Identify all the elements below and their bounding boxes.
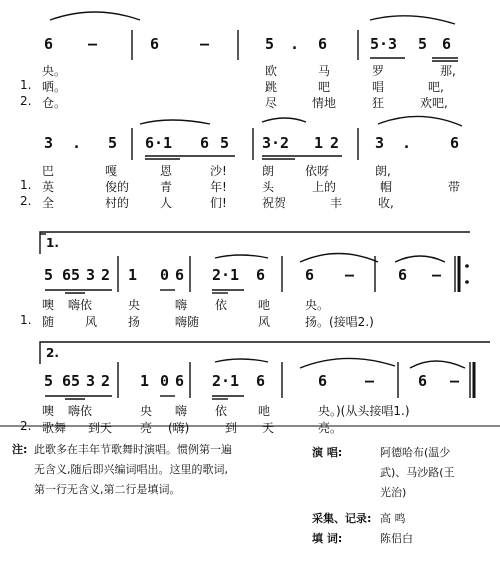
- note: 2·1: [212, 266, 240, 284]
- lyric: 嗨: [175, 298, 188, 312]
- lyric: 全: [42, 196, 55, 210]
- lyric: 人: [160, 196, 173, 210]
- lyric: (嗨): [168, 421, 190, 435]
- lyric: 帽: [380, 180, 393, 194]
- note-dash: –: [432, 266, 442, 284]
- note: 3: [375, 134, 385, 152]
- lyric: 央。: [42, 64, 67, 78]
- lyric: 祝贺: [262, 196, 287, 210]
- lyric: 央。: [305, 298, 330, 312]
- lyric: 吧: [318, 80, 331, 94]
- note: 3: [86, 372, 96, 390]
- note: 5: [220, 134, 230, 152]
- note: 5: [44, 372, 54, 390]
- lyric: 嗨随: [175, 315, 200, 329]
- lyric: 随: [42, 315, 55, 329]
- lyric: 风: [258, 315, 271, 329]
- note-dash: –: [345, 266, 355, 284]
- note: 6: [442, 35, 452, 53]
- credit-label: 填 词:: [312, 532, 343, 545]
- note: 1: [140, 372, 150, 390]
- note: 2: [101, 372, 111, 390]
- lyric: 尽: [265, 96, 278, 110]
- lyric: 朗: [262, 164, 275, 178]
- note: 2: [101, 266, 111, 284]
- note: 6: [200, 134, 210, 152]
- lyric: 欢吧,: [420, 96, 448, 110]
- note: 6: [450, 134, 460, 152]
- lyric: 扬。(接唱2.): [305, 315, 374, 329]
- lyric: 央: [140, 404, 153, 418]
- lyric: 收,: [378, 196, 394, 210]
- lyric: 到天: [88, 421, 113, 435]
- credit-value: 光治): [380, 486, 407, 499]
- verse-number: 2.: [20, 419, 32, 433]
- note-dash: –: [200, 35, 210, 53]
- note: 6: [256, 266, 266, 284]
- note-label: 注:: [12, 443, 28, 456]
- note: 1: [128, 266, 138, 284]
- lyric: 仓。: [42, 96, 67, 110]
- note-line: 第一行无含义,第二行是填词。: [34, 483, 181, 496]
- lyric: 情地: [312, 96, 337, 110]
- note: 6: [318, 35, 328, 53]
- note-dash: –: [450, 372, 460, 390]
- note-dash: –: [365, 372, 375, 390]
- volta-label: 1.: [46, 236, 59, 250]
- note: 0: [160, 372, 170, 390]
- credit-label: 演 唱:: [312, 446, 343, 459]
- note: 6: [318, 372, 328, 390]
- note: 6: [398, 266, 408, 284]
- lyric: 吧,: [428, 80, 444, 94]
- verse-number: 1.: [20, 78, 32, 92]
- lyric: 欧: [265, 64, 278, 78]
- note: 6: [418, 372, 428, 390]
- note-dot: .: [290, 35, 300, 53]
- lyric: 噢: [42, 404, 55, 418]
- credit-value: 武)、马沙路(王: [380, 466, 455, 479]
- lyric: 央。)(从头接唱1.): [318, 404, 410, 418]
- lyric: 年!: [210, 180, 227, 194]
- lyric: 俊的: [105, 180, 130, 194]
- lyric: 那,: [440, 64, 456, 78]
- lyric: 狂: [372, 96, 385, 110]
- lyric: 依: [215, 298, 228, 312]
- note: 3: [86, 266, 96, 284]
- note: 6: [305, 266, 315, 284]
- note: 5: [265, 35, 275, 53]
- note: 2·1: [212, 372, 240, 390]
- lyric: 上的: [312, 180, 337, 194]
- lyric: 扬: [128, 315, 141, 329]
- lyric: 风: [85, 315, 98, 329]
- note: 3·2: [262, 134, 290, 152]
- note: 6: [175, 266, 185, 284]
- lyric: 青: [160, 180, 173, 194]
- lyric: 朗,: [375, 164, 391, 178]
- note: 6·1: [145, 134, 173, 152]
- lyric: 吔: [258, 298, 271, 312]
- note: 65: [62, 372, 81, 390]
- note: 6: [44, 35, 54, 53]
- lyric: 们!: [210, 196, 227, 210]
- note: 5·3: [370, 35, 398, 53]
- lyric: 亮。: [318, 421, 343, 435]
- lyric: 央: [128, 298, 141, 312]
- note: 0: [160, 266, 170, 284]
- lyric: 依: [215, 404, 228, 418]
- lyric: 罗: [372, 64, 385, 78]
- note-dash: –: [88, 35, 98, 53]
- lyric: 跳: [265, 80, 278, 94]
- credit-value: 陈侣白: [380, 532, 413, 545]
- lyric: 马: [318, 64, 331, 78]
- verse-number: 2.: [20, 94, 32, 108]
- credit-value: 阿德哈布(温少: [380, 446, 451, 459]
- note: 5: [418, 35, 428, 53]
- lyric: 带: [448, 180, 461, 194]
- verse-number: 2.: [20, 194, 32, 208]
- lyric: 歌舞: [42, 421, 67, 435]
- note-line: 此歌多在丰年节歌舞时演唱。惯例第一遍: [34, 443, 232, 456]
- verse-number: 1.: [20, 178, 32, 192]
- credit-value: 高 鸣: [380, 512, 406, 525]
- note: 3: [44, 134, 54, 152]
- lyric: 英: [42, 180, 55, 194]
- note-dot: .: [72, 134, 82, 152]
- lyric: 嘎: [105, 164, 118, 178]
- lyric: 唱: [372, 80, 385, 94]
- lyric: 嗨依: [68, 404, 93, 418]
- note: 65: [62, 266, 81, 284]
- lyric: 村的: [105, 196, 130, 210]
- note: 6: [150, 35, 160, 53]
- lyric: 嗨依: [68, 298, 93, 312]
- lyric: 噢: [42, 298, 55, 312]
- lyric: 亮: [140, 421, 153, 435]
- note: 5: [44, 266, 54, 284]
- note-line: 无含义,随后即兴编词唱出。这里的歌词,: [34, 463, 228, 476]
- volta-label: 2.: [46, 346, 59, 360]
- lyric: 到: [225, 421, 238, 435]
- lyric: 哂。: [42, 80, 67, 94]
- note: 1: [314, 134, 324, 152]
- lyric: 恩: [160, 164, 173, 178]
- note: 6: [256, 372, 266, 390]
- lyric: 巴: [42, 164, 55, 178]
- note: 5: [108, 134, 118, 152]
- lyric: 依呀: [305, 164, 330, 178]
- credit-label: 采集、记录:: [312, 512, 372, 525]
- note: 6: [175, 372, 185, 390]
- lyric: 丰: [330, 196, 343, 210]
- lyric: 嗨: [175, 404, 188, 418]
- lyric: 沙!: [210, 164, 227, 178]
- lyric: 头: [262, 180, 275, 194]
- note: 2: [330, 134, 340, 152]
- lyric: 吔: [258, 404, 271, 418]
- note-dot: .: [402, 134, 412, 152]
- verse-number: 1.: [20, 313, 32, 327]
- lyric: 天: [262, 421, 275, 435]
